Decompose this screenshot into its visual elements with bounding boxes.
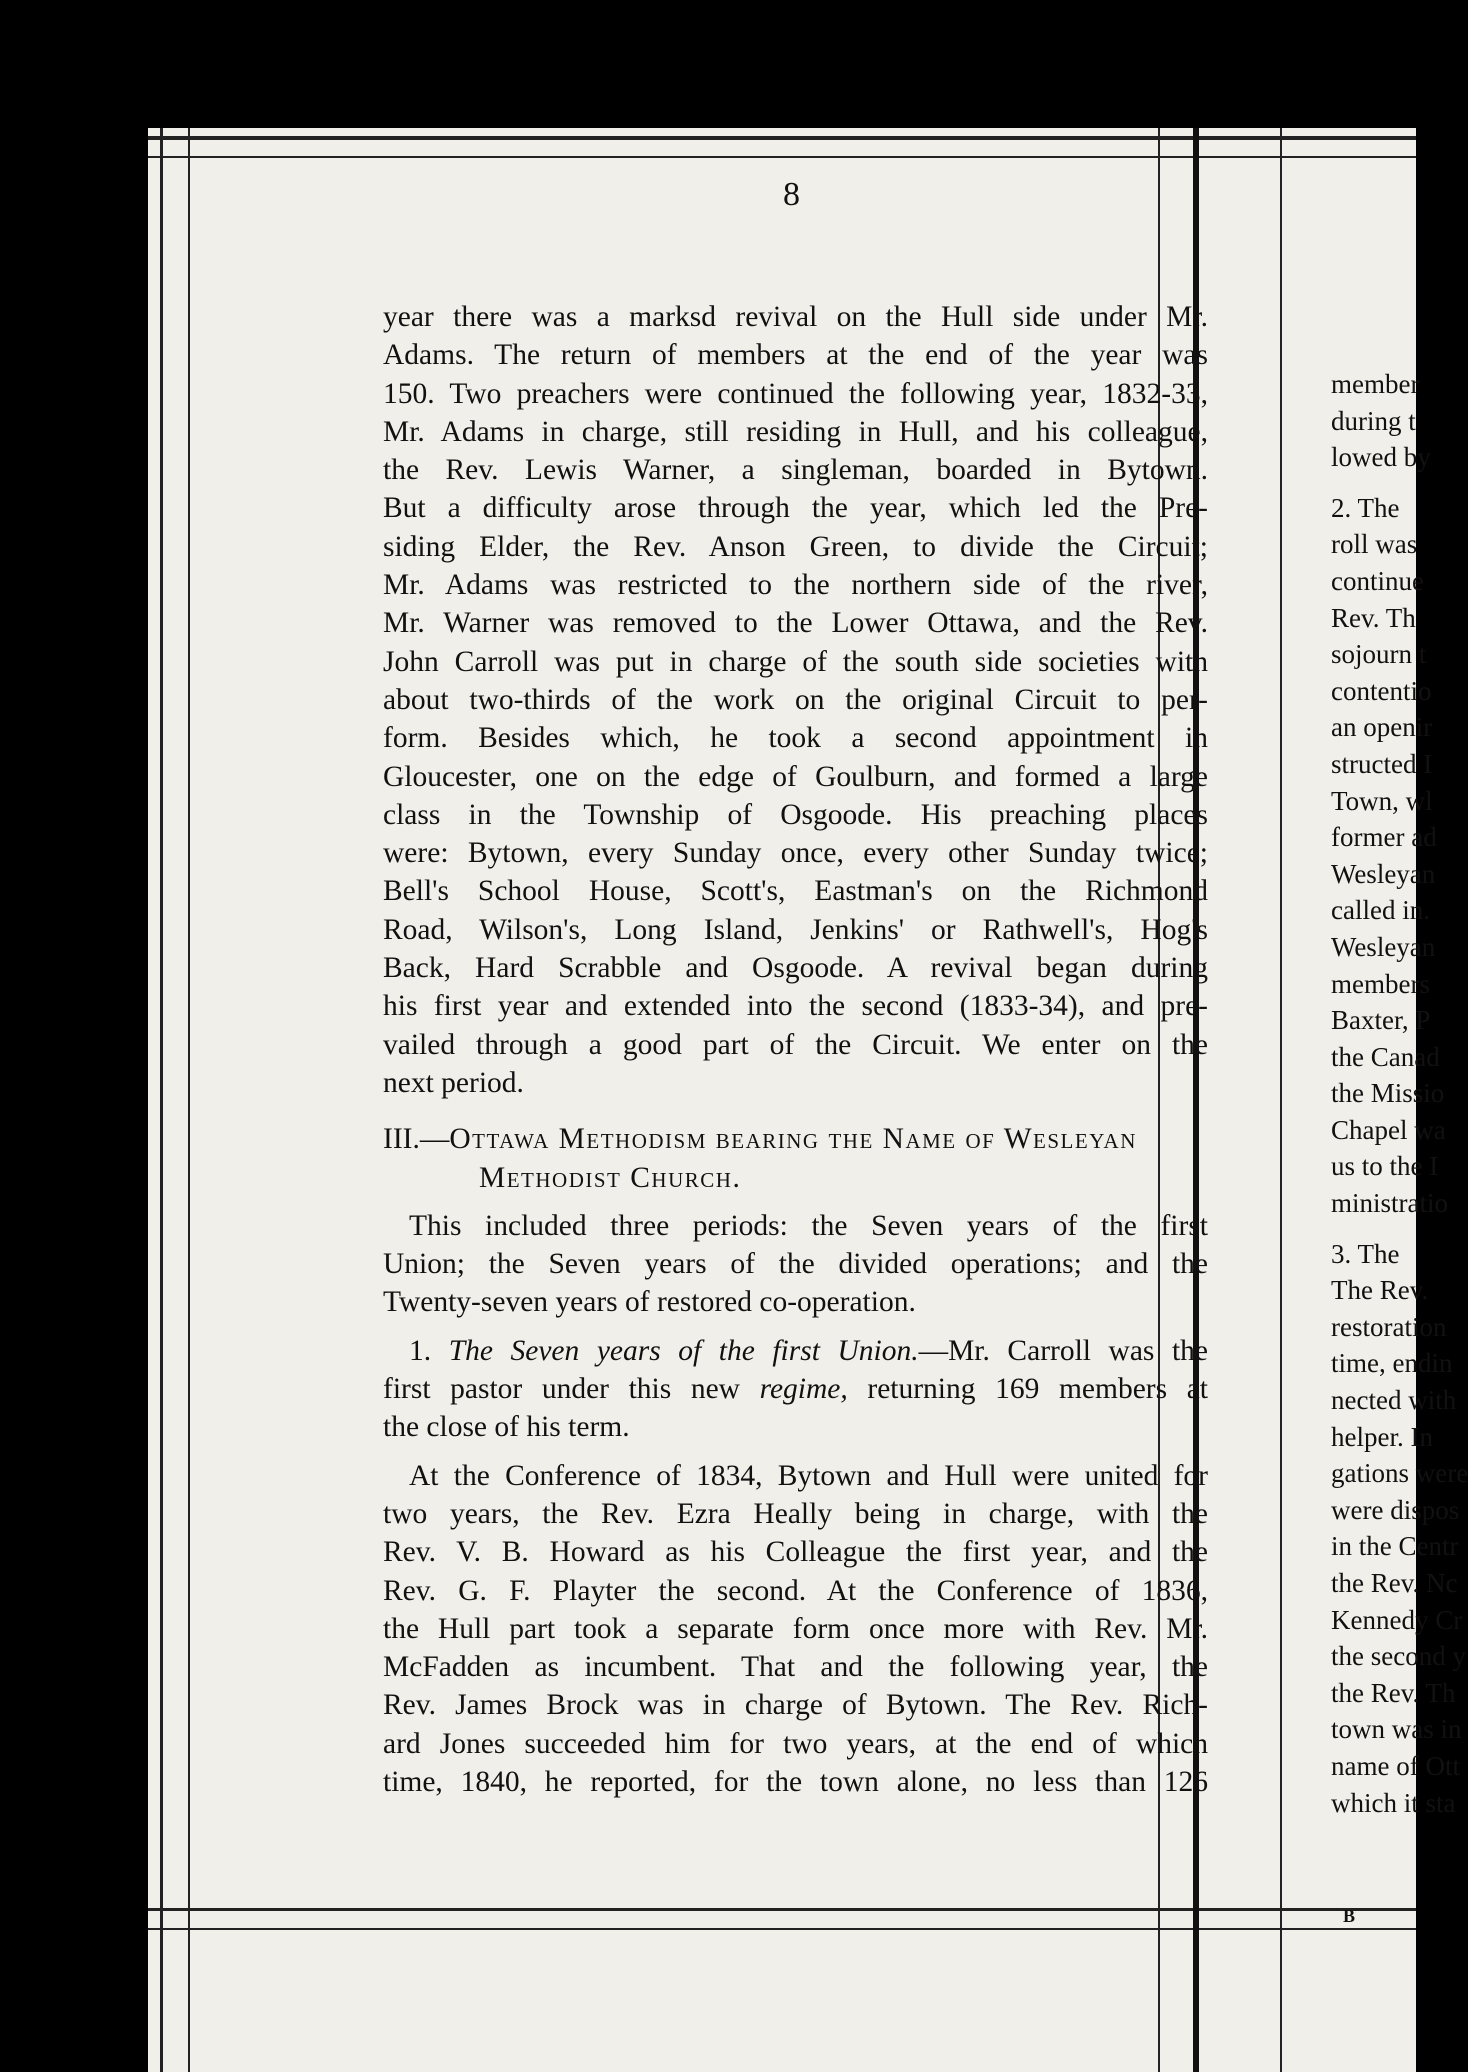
text-line: about two-thirds of the work on the original Circuit to per- (383, 683, 1208, 716)
right-page-fragment (1303, 128, 1468, 2072)
right-text-line: Kennedy Cr (1331, 1604, 1463, 1635)
right-text-line: the Missio (1331, 1078, 1445, 1109)
right-text-line: Wesleyan (1331, 931, 1436, 962)
text-line: class in the Township of Osgoode. His preaching places (383, 798, 1208, 831)
text-line: Bell's School House, Scott's, Eastman's on the Richmond (383, 875, 1208, 908)
text-line: Rev. G. F. Playter the second. At the Conference of 1836, (383, 1574, 1208, 1607)
body-text (383, 298, 1208, 1801)
frame-line-top-inner (148, 156, 1416, 158)
right-text-line: restoration (1331, 1311, 1447, 1342)
right-text-line: contentio (1331, 675, 1432, 706)
text-line: Mr. Adams in charge, still residing in Hull, and his colleague, (383, 415, 1208, 448)
text-line: Rev. James Brock was in charge of Bytown. The Rev. Rich- (383, 1689, 1208, 1722)
text-line: the Hull part took a separate form once more with Rev. Mr. (383, 1612, 1208, 1645)
para3-italic-title: The Seven years of the first Union. (448, 1334, 919, 1367)
right-text-line: Wesleyan (1331, 858, 1436, 889)
para3-regime: regime, (759, 1373, 848, 1406)
frame-line-left-inner (188, 128, 190, 2072)
right-text-line: in the Centr (1331, 1531, 1459, 1562)
text-line: form. Besides which, he took a second appointment in (383, 722, 1208, 755)
text-line: At the Conference of 1834, Bytown and Hull were united for (409, 1459, 1208, 1492)
right-text-line (1331, 1222, 1431, 1236)
right-text-line: member (1331, 369, 1420, 399)
text-line: Mr. Warner was removed to the Lower Ottawa, and the Rev. (383, 607, 1208, 640)
right-text-line: members (1331, 968, 1430, 999)
frame-line-top (148, 136, 1416, 140)
frame-line-bottom (148, 1908, 1416, 1911)
text-line: Road, Wilson's, Long Island, Jenkins' or Rathwell's, Hog's (383, 913, 1208, 946)
frame-line-left (160, 128, 163, 2072)
signature-mark: B (1343, 1906, 1356, 1926)
right-text-line: town was in (1331, 1714, 1462, 1745)
right-text-line: nected with (1331, 1385, 1457, 1416)
para3-line2a: first pastor under this new (383, 1373, 760, 1406)
right-text-line: ministratio (1331, 1188, 1448, 1219)
text-line: Rev. V. B. Howard as his Colleague the first year, and the (383, 1536, 1208, 1569)
text-line: Back, Hard Scrabble and Osgoode. A revival began during (383, 952, 1208, 985)
right-text-line: former ad (1331, 822, 1437, 853)
left-page (243, 176, 1283, 1900)
heading-prefix: III.— (383, 1123, 450, 1156)
text-line: siding Elder, the Rev. Anson Green, to divide the Circuit; (383, 530, 1208, 563)
right-text-line: the Canad (1331, 1041, 1440, 1072)
right-text-line: structed I (1331, 748, 1433, 779)
section-heading-2 (383, 1159, 1208, 1197)
text-line: vailed through a good part of the Circuit. We enter on the (383, 1028, 1208, 1061)
text-line: ard Jones succeeded him for two years, at the end of which (383, 1727, 1208, 1760)
text-line: Gloucester, one on the edge of Goulburn, and formed a large (383, 760, 1208, 793)
text-line: year there was a marksd revival on the Hull side under Mr. (383, 301, 1208, 333)
frame-line-bottom-inner (148, 1928, 1416, 1930)
page-number: 8 (783, 176, 800, 213)
right-text-line: which it sta (1331, 1787, 1456, 1818)
right-text-line: during t (1331, 405, 1416, 436)
right-text-line: The Rev. (1331, 1275, 1429, 1306)
right-text-line: gations were (1331, 1458, 1468, 1489)
para3-number: 1. (409, 1334, 432, 1367)
right-page-text (1331, 366, 1468, 1821)
right-text-line: Town, wl (1331, 785, 1433, 816)
text-line: McFadden as incumbent. That and the following year, the (383, 1651, 1208, 1684)
right-text-line: roll was (1331, 529, 1418, 560)
right-text-line: an openir (1331, 712, 1433, 743)
text-line: his first year and extended into the second (1833-34), and pre- (383, 990, 1208, 1023)
scanned-page (148, 128, 1468, 2072)
right-text-line: sojourn t (1331, 639, 1427, 670)
text-line: But a difficulty arose through the year, which led the Pre- (383, 492, 1208, 525)
para3-line2b: returning 169 members at (847, 1373, 1208, 1406)
text-line: Mr. Adams was restricted to the northern side of the river, (383, 569, 1208, 602)
right-text-line: helper. In (1331, 1421, 1433, 1452)
text-line: time, 1840, he reported, for the town alone, no less than 126 (383, 1765, 1208, 1798)
right-text-line: 2. The (1331, 492, 1400, 523)
right-text-line: Chapel wa (1331, 1114, 1446, 1145)
para3-rest: —Mr. Carroll was the (918, 1334, 1209, 1367)
text-line: Twenty-seven years of restored co-operation. (383, 1286, 916, 1319)
text-line: John Carroll was put in charge of the south side societies with (383, 645, 1208, 678)
right-text-line: the second y (1331, 1641, 1466, 1672)
right-text-line: called in. (1331, 895, 1430, 926)
heading-line-1: Ottawa Methodism bearing the Name of Wesleyan (449, 1123, 1137, 1156)
text-line: next period. (383, 1066, 524, 1099)
right-text-line: the Rev. Th (1331, 1677, 1456, 1708)
text-line: This included three periods: the Seven years of the first (409, 1209, 1208, 1242)
heading-line-2: Methodist Church. (479, 1161, 742, 1194)
text-line: two years, the Rev. Ezra Heally being in charge, with the (383, 1497, 1208, 1530)
right-text-line: Rev. Th (1331, 602, 1416, 633)
right-text-line: 3. The (1331, 1238, 1400, 1269)
right-text-line: the Rev. Nc (1331, 1568, 1458, 1598)
paragraph-4 (383, 1457, 1208, 1802)
text-line: the Rev. Lewis Warner, a singleman, boarded in Bytown. (383, 454, 1208, 487)
right-text-line: continue (1331, 565, 1424, 596)
paragraph-3 (383, 1332, 1208, 1447)
right-text-line: us to the I (1331, 1151, 1439, 1182)
text-line: 150. Two preachers were continued the following year, 1832-33, (383, 377, 1208, 410)
right-text-line (1331, 476, 1431, 490)
paragraph-1 (383, 298, 1208, 1102)
para3-line3: the close of his term. (383, 1411, 630, 1444)
right-text-line: time, endin (1331, 1348, 1453, 1379)
section-heading (383, 1120, 1208, 1158)
right-text-line: lowed by (1331, 442, 1431, 473)
right-text-line: were dispos (1331, 1494, 1460, 1525)
right-text-line: Baxter, P (1331, 1005, 1431, 1036)
text-line: were: Bytown, every Sunday once, every other Sunday twice; (383, 837, 1208, 870)
paragraph-2 (383, 1207, 1208, 1322)
right-text-line: name of Ott (1331, 1750, 1460, 1781)
text-line: Union; the Seven years of the divided operations; and the (383, 1248, 1208, 1281)
text-line: Adams. The return of members at the end of the year was (383, 339, 1208, 372)
